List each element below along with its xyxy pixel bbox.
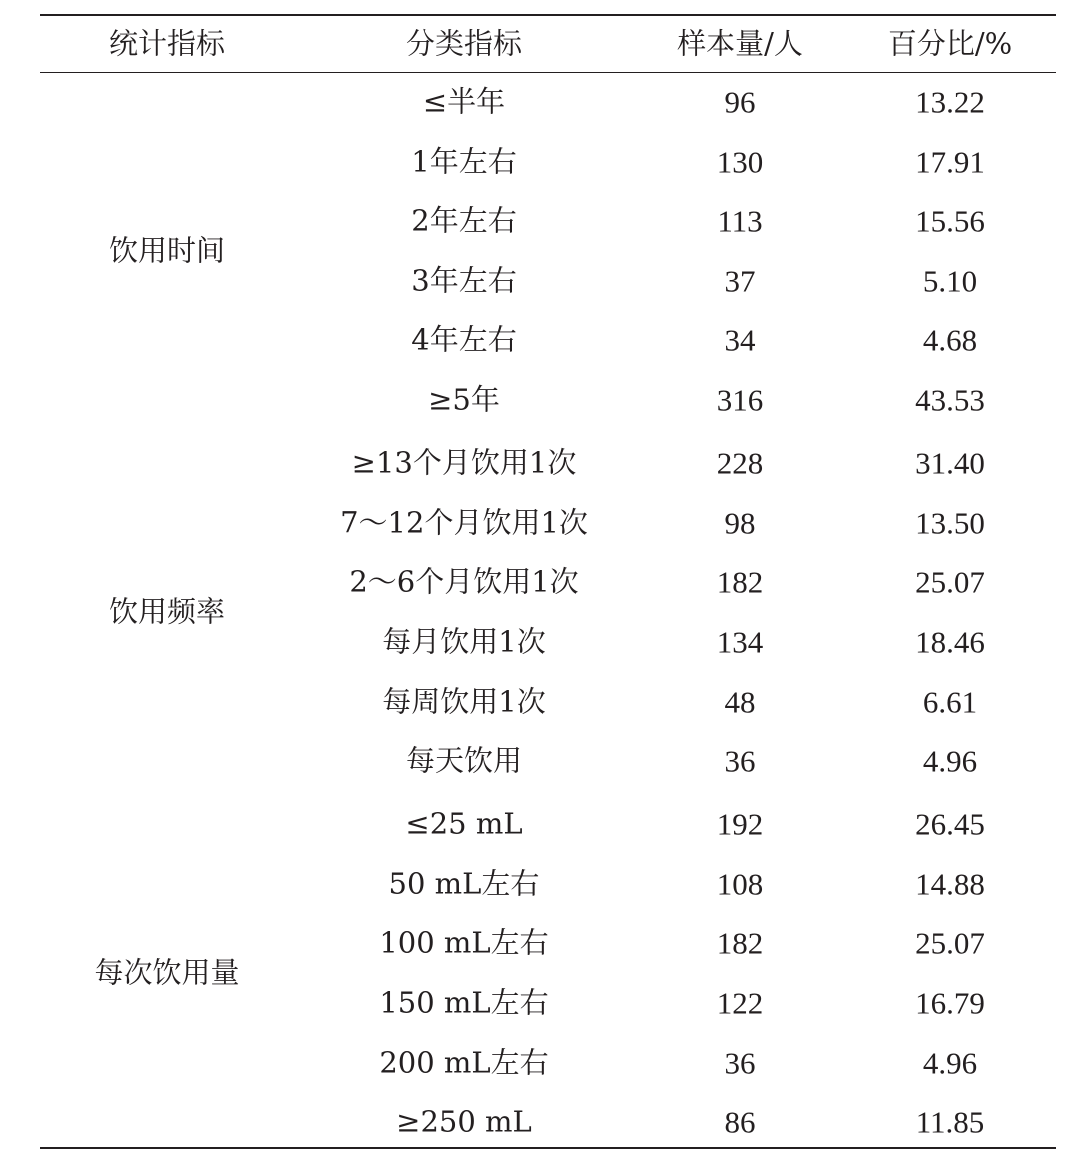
count-cell: 48 <box>724 684 756 719</box>
count-cell: 98 <box>724 505 756 541</box>
category-cell: 50 mL左右 <box>388 866 540 901</box>
category-cell: 200 mL左右 <box>379 1045 549 1080</box>
category-cell: 4年左右 <box>411 322 517 357</box>
count-cell: 182 <box>716 925 764 961</box>
count-cell: 37 <box>724 263 756 299</box>
group-label: 每次饮用量 <box>94 955 240 990</box>
percent-cell: 16.79 <box>915 985 985 1021</box>
category-cell: 3年左右 <box>411 263 517 298</box>
count-cell: 113 <box>717 203 763 239</box>
category-cell: 1年左右 <box>411 144 517 179</box>
bottom-rule <box>40 1147 1056 1149</box>
count-cell: 34 <box>724 322 756 358</box>
count-cell: 122 <box>716 985 764 1021</box>
category-cell: ≥13个月饮用1次 <box>351 445 577 480</box>
percent-cell: 14.88 <box>915 866 985 902</box>
category-cell: ≥5年 <box>428 382 500 417</box>
category-cell: 100 mL左右 <box>379 925 549 960</box>
count-cell: 36 <box>724 1045 756 1081</box>
category-cell: ≤25 mL <box>405 806 523 841</box>
count-cell: 182 <box>716 564 764 600</box>
group-label: 饮用频率 <box>108 594 226 629</box>
top-rule <box>40 14 1056 16</box>
percent-cell: 4.96 <box>922 1045 978 1081</box>
header-percent: 百分比/% <box>887 26 1013 61</box>
percent-cell: 18.46 <box>915 624 985 660</box>
percent-cell: 13.22 <box>915 84 985 120</box>
percent-cell: 26.45 <box>915 806 985 842</box>
header-rule <box>40 72 1056 73</box>
count-cell: 316 <box>716 382 764 418</box>
header-category: 分类指标 <box>405 26 523 61</box>
count-cell: 228 <box>716 445 764 481</box>
percent-cell: 4.68 <box>922 322 978 358</box>
count-cell: 130 <box>716 144 764 180</box>
category-cell: 每周饮用1次 <box>382 684 546 718</box>
percent-cell: 25.07 <box>915 564 985 600</box>
percent-cell: 17.91 <box>915 144 985 180</box>
percent-cell: 11.85 <box>915 1104 985 1140</box>
category-cell: ≥250 mL <box>396 1104 532 1139</box>
category-cell: ≤半年 <box>422 84 506 119</box>
category-cell: 7～12个月饮用1次 <box>340 505 588 540</box>
percent-cell: 5.10 <box>922 263 978 299</box>
count-cell: 36 <box>724 743 756 779</box>
percent-cell: 6.61 <box>922 684 978 719</box>
count-cell: 96 <box>724 84 756 120</box>
header-sample-size: 样本量/人 <box>677 26 803 61</box>
header-stat-indicator: 统计指标 <box>108 26 226 61</box>
percent-cell: 25.07 <box>915 925 985 961</box>
category-cell: 150 mL左右 <box>379 985 549 1020</box>
percent-cell: 4.96 <box>922 743 978 779</box>
count-cell: 108 <box>716 866 764 902</box>
category-cell: 2～6个月饮用1次 <box>349 564 579 599</box>
percent-cell: 31.40 <box>915 445 985 481</box>
count-cell: 134 <box>716 624 764 660</box>
category-cell: 2年左右 <box>411 203 517 238</box>
group-label: 饮用时间 <box>108 233 226 268</box>
count-cell: 192 <box>716 806 764 842</box>
percent-cell: 13.50 <box>915 505 985 541</box>
category-cell: 每月饮用1次 <box>382 624 546 659</box>
category-cell: 每天饮用 <box>405 743 523 778</box>
percent-cell: 43.53 <box>915 382 985 418</box>
percent-cell: 15.56 <box>915 203 985 239</box>
count-cell: 86 <box>724 1104 756 1140</box>
